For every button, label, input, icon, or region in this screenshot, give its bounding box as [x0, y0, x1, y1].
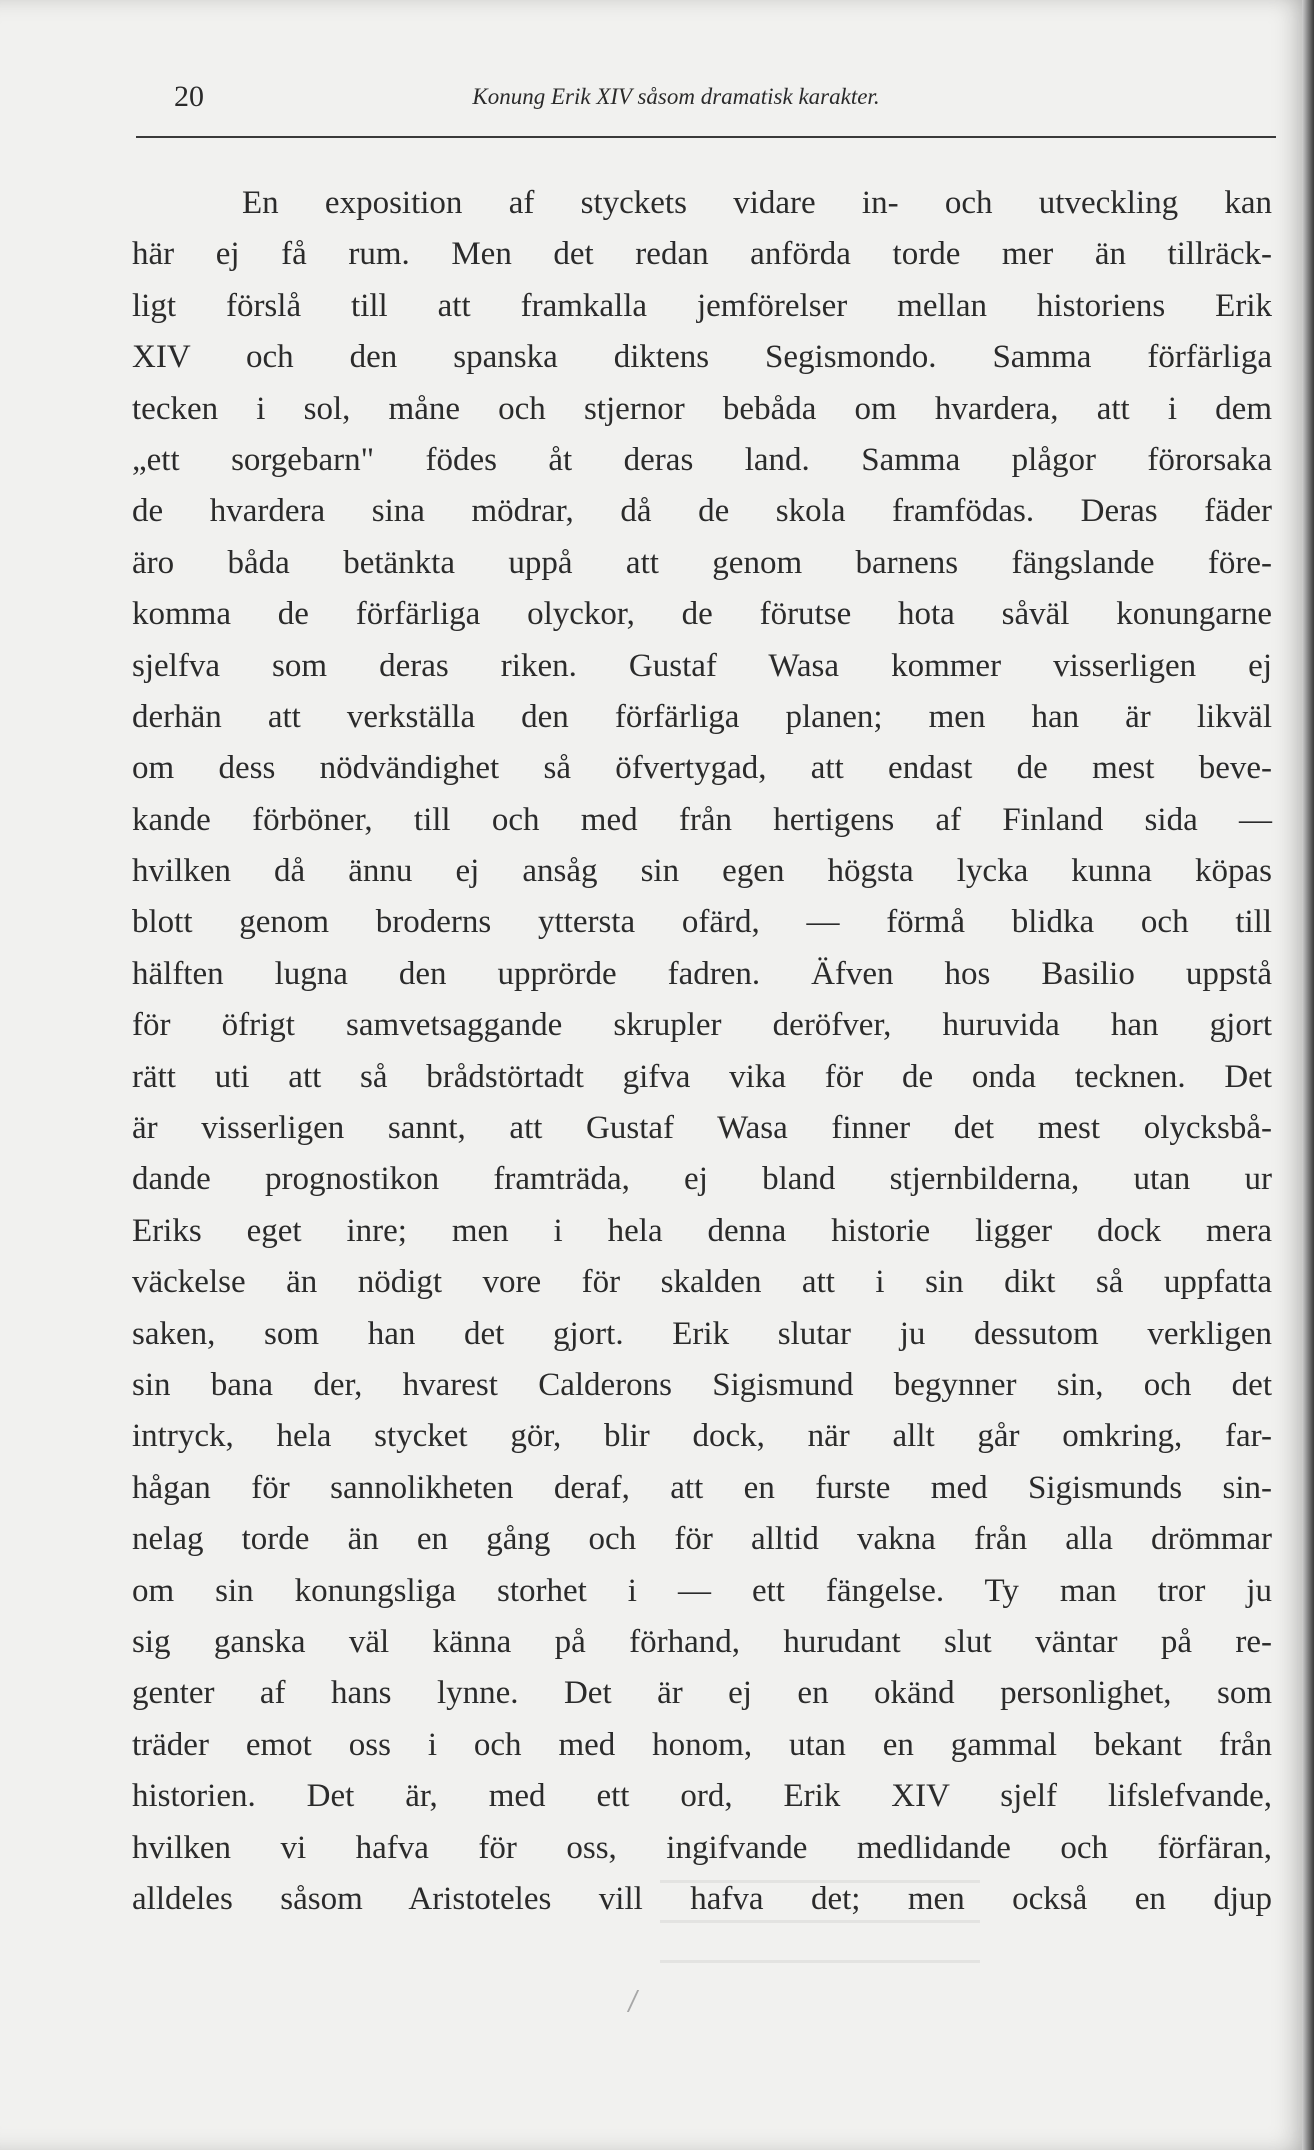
text-line: komma de förfärliga olyckor, de förutse hota såväl konungarne	[132, 596, 1272, 633]
text-line: väckelse än nödigt vore för skalden att i sin dikt så uppfatta	[132, 1264, 1272, 1301]
text-line: Eriks eget inre; men i hela denna historie ligger dock mera	[132, 1212, 1272, 1249]
text-line: äro båda betänkta uppå att genom barnens fängslande före-	[132, 544, 1272, 581]
text-line: blott genom broderns yttersta ofärd, — förmå blidka och till	[132, 904, 1272, 941]
show-through-bleed	[660, 1880, 980, 2000]
header-rule	[136, 136, 1276, 138]
text-line: saken, som han det gjort. Erik slutar ju dessutom verkligen	[132, 1315, 1272, 1352]
page-number: 20	[174, 80, 204, 113]
text-line: dande prognostikon framträda, ej bland stjernbilderna, utan ur	[132, 1161, 1272, 1198]
text-line: de hvardera sina mödrar, då de skola framfödas. Deras fäder	[132, 493, 1272, 530]
text-line: nelag torde än en gång och för alltid vakna från alla drömmar	[132, 1521, 1272, 1558]
body-text	[132, 178, 1272, 1925]
text-line: alldeles såsom Aristoteles vill hafva det; men också en djup	[132, 1880, 1272, 1917]
text-line: genter af hans lynne. Det är ej en okänd personlighet, som	[132, 1675, 1272, 1712]
text-line: sig ganska väl känna på förhand, hurudant slut väntar på re-	[132, 1623, 1272, 1660]
text-line: om sin konungsliga storhet i — ett fängelse. Ty man tror ju	[132, 1572, 1272, 1609]
text-line: träder emot oss i och med honom, utan en gammal bekant från	[132, 1726, 1272, 1763]
text-line: derhän att verkställa den förfärliga planen; men han är likväl	[132, 698, 1272, 735]
text-line: XIV och den spanska diktens Segismondo. Samma förfärliga	[132, 339, 1272, 376]
text-line: ligt förslå till att framkalla jemförelser mellan historiens Erik	[132, 287, 1272, 324]
running-title: Konung Erik XIV såsom dramatisk karakter.	[472, 84, 880, 109]
text-line: hvilken då ännu ej ansåg sin egen högsta lycka kunna köpas	[132, 853, 1272, 890]
text-line: En exposition af styckets vidare in- och utveckling kan	[242, 185, 1272, 221]
text-line: hälften lugna den upprörde fadren. Äfven hos Basilio uppstå	[132, 955, 1272, 992]
text-line: hvilken vi hafva för oss, ingifvande medlidande och förfäran,	[132, 1829, 1272, 1866]
text-line: sin bana der, hvarest Calderons Sigismund begynner sin, och det	[132, 1366, 1272, 1403]
text-line: om dess nödvändighet så öfvertygad, att endast de mest beve-	[132, 750, 1272, 787]
page-header	[136, 76, 1276, 124]
text-line: kande förböner, till och med från hertigens af Finland sida —	[132, 801, 1272, 838]
text-line: rätt uti att så brådstörtadt gifva vika för de onda tecknen. Det	[132, 1058, 1272, 1095]
text-line: intryck, hela stycket gör, blir dock, när allt går omkring, far-	[132, 1418, 1272, 1455]
text-line: för öfrigt samvetsaggande skrupler deröfver, huruvida han gjort	[132, 1007, 1272, 1044]
text-line: här ej få rum. Men det redan anförda torde mer än tillräck-	[132, 236, 1272, 273]
text-line: „ett sorgebarn" födes åt deras land. Samma plågor förorsaka	[132, 441, 1272, 478]
page-edge-shadow	[1302, 0, 1314, 2150]
stray-ink-mark	[627, 1990, 649, 2012]
text-line: historien. Det är, med ett ord, Erik XIV sjelf lifslefvande,	[132, 1778, 1272, 1815]
text-line: hågan för sannolikheten deraf, att en furste med Sigismunds sin-	[132, 1469, 1272, 1506]
text-line: är visserligen sannt, att Gustaf Wasa finner det mest olycksbå-	[132, 1110, 1272, 1147]
text-line: tecken i sol, måne och stjernor bebåda om hvardera, att i dem	[132, 390, 1272, 427]
text-line: sjelfva som deras riken. Gustaf Wasa kommer visserligen ej	[132, 647, 1272, 684]
